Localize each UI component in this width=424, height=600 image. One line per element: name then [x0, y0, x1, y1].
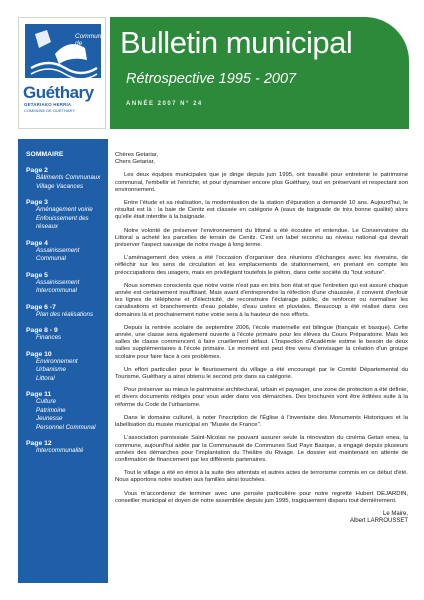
- letter-paragraph: Vous m'accorderez de terminer avec une pensée particulière pour notre regretté Hubert DEJARDIN, conseiller municipal et doyen de notre assemblée depuis juin 1995, tragiquement disparu tout dernièrement.: [115, 490, 408, 504]
- toc-group: [26, 240, 108, 264]
- toc-item: Patrimoine: [36, 406, 66, 414]
- toc-page-number: Page 11: [26, 391, 52, 398]
- toc-group: [26, 440, 108, 456]
- toc-group: [26, 391, 108, 432]
- toc-item: Village Vacances: [36, 182, 84, 190]
- toc-item: Littoral: [36, 374, 55, 382]
- letter-paragraph: Entre l'étude et sa réalisation, la modernisation de la station d'épuration a demandé 10 ans. Aujourd'hui, le résultat est là : la baie de Cenitz est classée en catégorie A (eaux de baignade de très bonne qualité) alors qu'elle était interdite à la baignade.: [115, 200, 408, 221]
- toc-item: Assainissement: [36, 246, 80, 254]
- issue-number: ANNÉE 2007 N° 24: [126, 101, 203, 107]
- toc-group: [26, 327, 108, 343]
- toc-item: réseaux: [36, 223, 59, 230]
- letter-paragraph: L'association paroissiale Saint-Nicolas ne pouvant assurer seule la rénovation du cinéma Getari enea, la commune, aujourd'hui aidée par la Communauté de Communes Sud Pays Basque, a engagé depuis plusieurs années des démarches pour l'implantation du Théâtre du Rivage. Le dossier est maintenant en attente de confirmation de financement par les différents partenaires.: [115, 435, 408, 463]
- toc-item: Urbanisme: [36, 366, 66, 373]
- logo-subtitle-basque: GETARIAKO HERRIA: [24, 102, 72, 107]
- toc-item: Enfouissement des: [36, 214, 89, 222]
- letter-paragraph: Les deux équipes municipales que je dirige depuis juin 1995, ont travaillé pour entretenir le patrimoine communal, l'embellir et l'enrichir, et pour dynamiser encore plus Guéthary, tout en préservant et respectant son environnement.: [115, 172, 408, 193]
- logo-commune-label: Commune de: [75, 33, 105, 47]
- mayor-letter: [115, 152, 408, 525]
- letter-paragraph: L'aménagement des voies a été l'occasion d'organiser des réunions d'échanges avec les riverains, de réfléchir sur les sens de circulation et les emplacements de stationnement, en prenant en compte les préoccupations des usagers, mais en privilégiant toutefois le piéton, dans cette société du "tout voiture".: [115, 255, 408, 276]
- toc-item: Finances: [36, 334, 62, 341]
- toc-group: [26, 351, 108, 384]
- toc-page-number: Page 5: [26, 271, 48, 279]
- table-of-contents: [18, 139, 108, 583]
- toc-group: [26, 272, 108, 296]
- toc-group: [26, 304, 108, 320]
- toc-item: Assainissement: [36, 278, 80, 286]
- bulletin-title: Bulletin municipal: [120, 25, 353, 60]
- toc-item: Aménagement voirie: [36, 206, 93, 213]
- commune-logo: [18, 17, 106, 129]
- letter-paragraph: Nous sommes conscients que notre voirie n'est pas en très bon état et que l'entretien qui est assuré chaque année est certainement insuffisant. Mais avant d'entreprendre la réfection d'une chaussée, il convient d'enfouir les lignes de téléphone et d'électricité, de reconstruire l'éclairage public, de renforcer ou normaliser les canalisations et branchements d'eau potable, d'eau usées et pluviales. Beaucoup a été réalisé dans ces domaines là et prochainement notre voirie sera à la hauteur de nos efforts.: [115, 282, 408, 318]
- signature-role: Le Maire,: [382, 510, 408, 517]
- logo-name: Guéthary: [23, 83, 94, 102]
- toc-page-number: Page 6 -7: [26, 303, 56, 311]
- bulletin-subtitle: Rétrospective 1995 - 2007: [126, 71, 297, 87]
- toc-page-number: Page 2: [26, 167, 48, 174]
- logo-subtitle-french: COMMUNE DE GUÉTHARY: [24, 108, 76, 113]
- toc-title: SOMMAIRE: [26, 151, 64, 158]
- toc-page-number: Page 4: [26, 239, 48, 247]
- greeting-line-1: Chères Getariar,: [115, 152, 159, 158]
- signature: [350, 511, 408, 526]
- greeting-line-2: Chers Getariar,: [115, 159, 155, 166]
- toc-page-number: Page 12: [26, 440, 52, 447]
- toc-page-number: Page 10: [26, 350, 52, 358]
- letter-paragraph: Depuis la rentrée scolaire de septembre 2006, l'école maternelle est bilingue (français et basque). Cette année, une classe sera également ouverte à l'école primaire pour les élèves du Cours Préparatoire. Mais les salles de classe commencent à faire cruellement défaut. L'Inspection d'Académie estime le besoin de deux salles supplémentaires à l'école primaire. Le moment est peut être venu d'envisager la création d'un groupe scolaire pour faire face à ces problèmes.: [115, 324, 408, 360]
- toc-page-number: Page 8 - 9: [26, 327, 58, 334]
- toc-item: Environnement: [36, 357, 78, 365]
- toc-group: [26, 167, 108, 191]
- letter-paragraph: Tout le village a été en émoi à la suite des attentats et autres actes de terrorisme commis en ce début d'été. Nous apportons notre soutien aux familles ainsi touchées.: [115, 470, 408, 484]
- toc-item: Intercommunal: [36, 287, 77, 294]
- signature-name: Albert LARROUSSET: [349, 518, 408, 525]
- toc-item: Bâtiments Communaux: [36, 174, 101, 181]
- letter-paragraph: Dans le domaine culturel, à noter l'inscription de l'Église à l'inventaire des Monuments Historiques et la labellisation du musée municipal en "Musée de France".: [115, 414, 408, 429]
- toc-item: Communal: [36, 255, 66, 262]
- title-band: [110, 17, 409, 129]
- toc-page-number: Page 3: [26, 199, 48, 206]
- toc-item: Personnel Communal: [36, 423, 96, 431]
- toc-item: Plan des réalisations: [36, 310, 94, 318]
- logo-emblem: [25, 24, 105, 78]
- letter-paragraph: Pour préserver au mieux le patrimoine architectural, urbain et paysager, une zone de protection a été définie, et divers documents rédigés pour vous aider dans vos démarches. Des brochures vont être éditées suite à la réforme du Code de l'urbanisme.: [115, 387, 408, 408]
- toc-item: Intercommunalité: [36, 447, 84, 454]
- toc-item: Jeunesse: [36, 415, 63, 422]
- letter-paragraph: Notre volonté de préserver l'environnement du littoral a été écoutée et entendue. Le Conservatoire du Littoral a acheté les parcelles de terrain de Cenitz. C'est un label reconnu au niveau national qui devrait préserver l'aspect sauvage de notre rivage à long terme.: [115, 227, 408, 249]
- toc-group: [26, 199, 108, 232]
- letter-paragraph: Un effort particulier pour le fleurissement du village a été encouragé par le Comité Départemental du Tourisme. Guéthary a ainsi obtenu le second prix dans sa catégorie.: [115, 366, 408, 381]
- toc-item: Culture: [36, 398, 56, 405]
- masthead: [18, 17, 409, 129]
